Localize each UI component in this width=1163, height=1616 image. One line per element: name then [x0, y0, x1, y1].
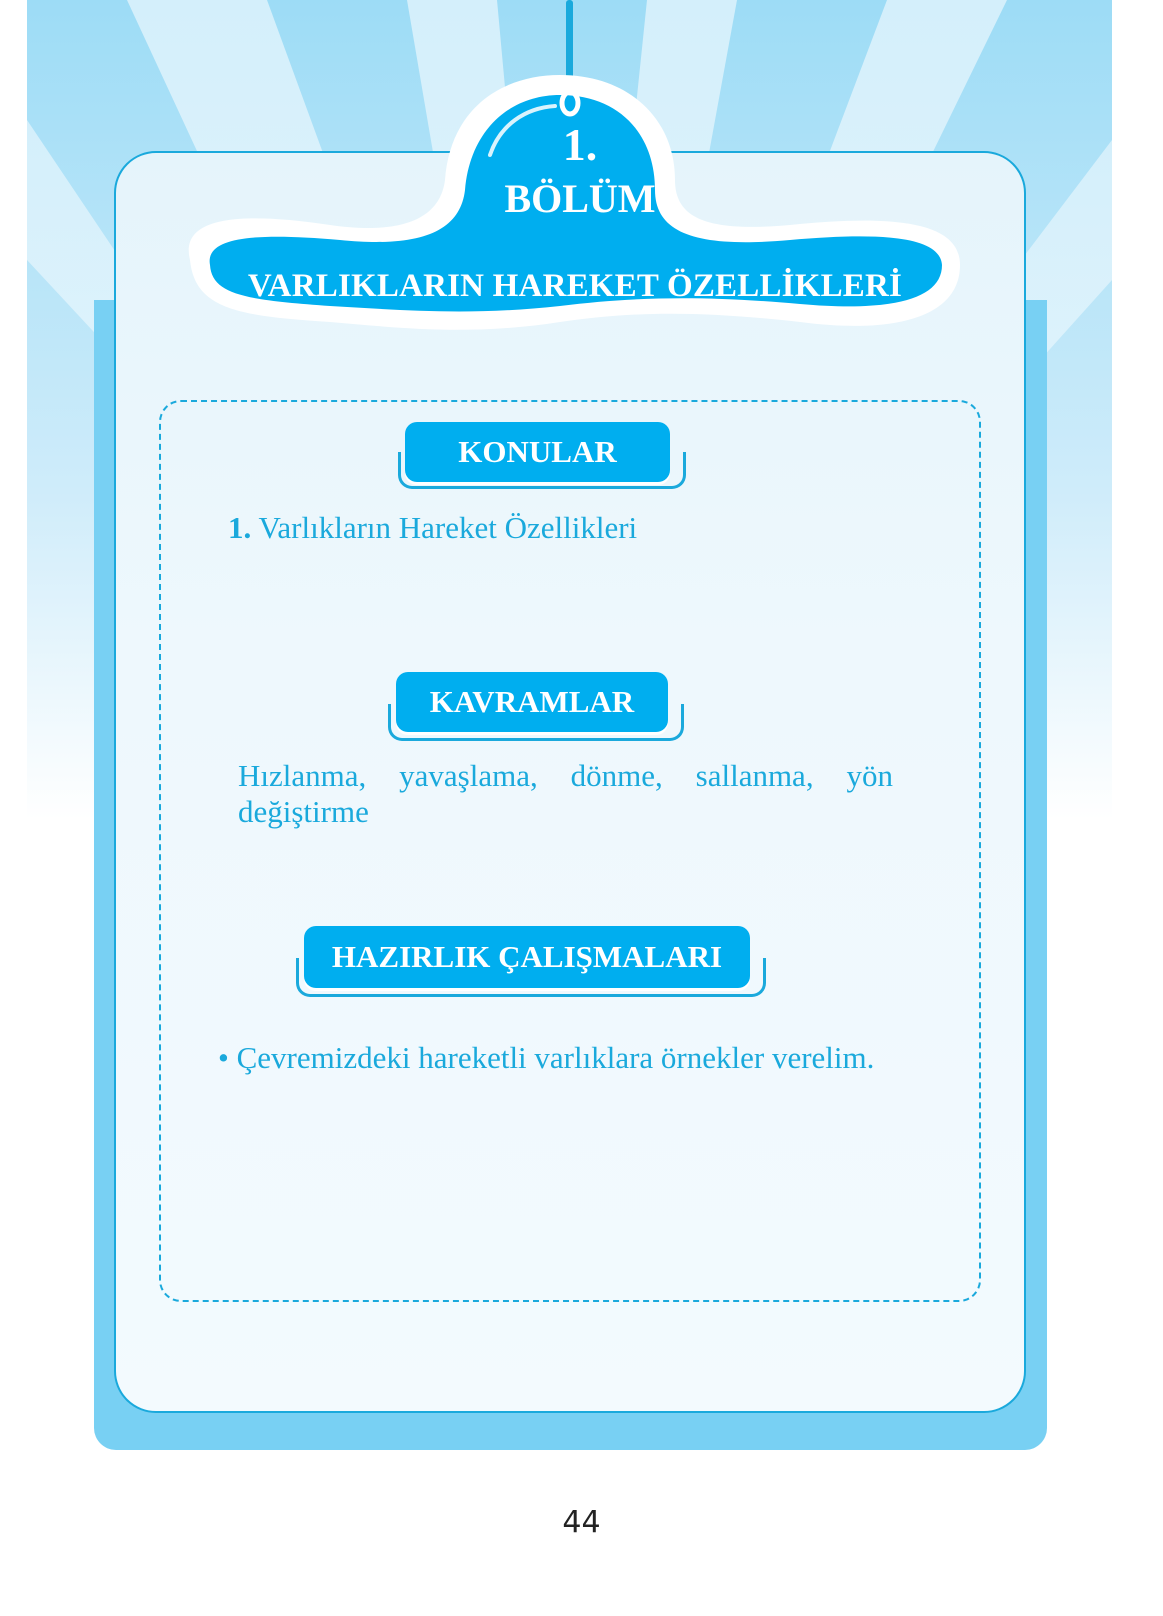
kavramlar-heading: [396, 672, 668, 732]
kavramlar-word: Hızlanma,: [238, 758, 367, 793]
bullet-icon: •: [218, 1040, 229, 1075]
konular-heading: [405, 422, 670, 482]
konular-heading-text: KONULAR: [458, 434, 617, 469]
page-number: 44: [562, 1505, 601, 1540]
konular-item-text: Varlıkların Hareket Özellikleri: [258, 510, 638, 545]
kavramlar-word: sallanma,: [695, 758, 814, 793]
konular-item: [228, 508, 928, 548]
chapter-label: BÖLÜM: [504, 176, 656, 221]
hazirlik-heading-text: HAZIRLIK ÇALIŞMALARI: [331, 939, 723, 974]
konular-item-number: 1.: [228, 510, 252, 545]
kavramlar-line-2: değiştirme: [238, 794, 369, 829]
hazirlik-heading: [304, 926, 750, 988]
chapter-number: 1.: [562, 119, 598, 170]
hazirlik-item-text: Çevremizdeki hareketli varlıklara örnekler verelim.: [236, 1040, 875, 1075]
kavramlar-word: yavaşlama,: [399, 758, 538, 793]
kavramlar-word: dönme,: [570, 758, 663, 793]
kavramlar-line-1: [238, 756, 893, 796]
hazirlik-item: [218, 1038, 958, 1078]
kavramlar-heading-text: KAVRAMLAR: [429, 684, 635, 719]
chapter-title: VARLIKLARIN HAREKET ÖZELLİKLERİ: [247, 268, 903, 304]
kavramlar-word: yön: [846, 758, 893, 793]
